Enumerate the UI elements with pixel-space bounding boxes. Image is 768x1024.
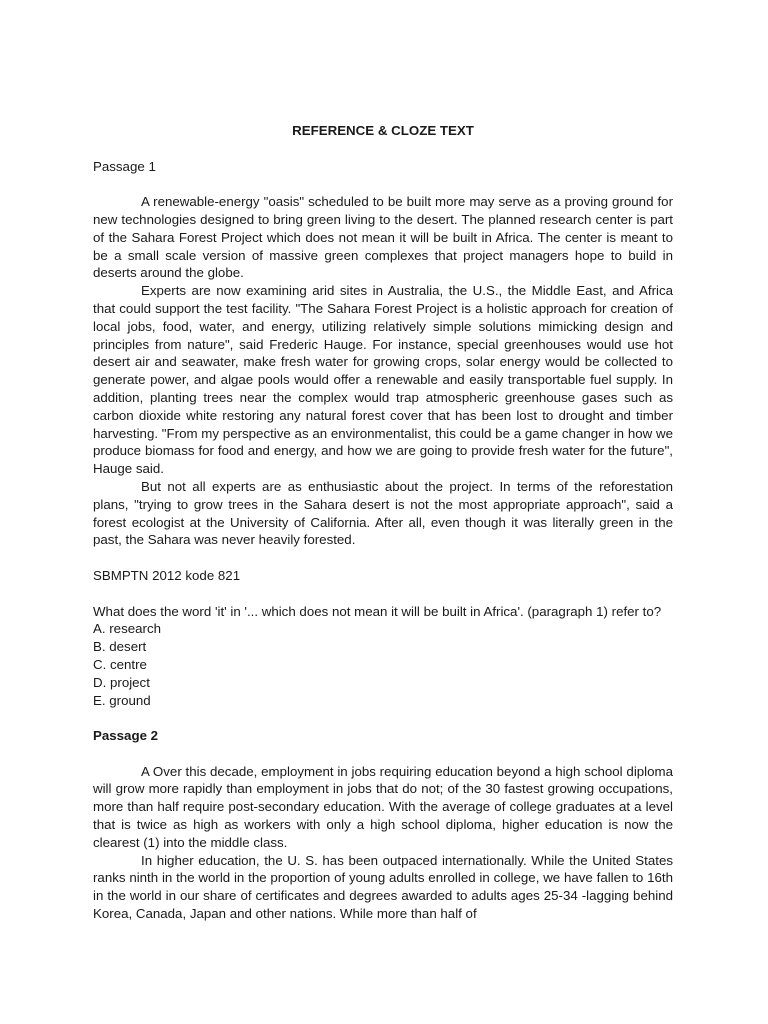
answer-option: A. research [93, 621, 161, 637]
passage-2-paragraph: A Over this decade, employment in jobs requiring education beyond a high school diploma will grow more rapidly than employment in jobs that do not; of the 30 fastest growing occupations, more than half require post-secondary education. With the average of college graduates at a level that is twice as high as workers with only a high school diploma, higher education is now the clearest (1) into the middle class. [93, 763, 673, 850]
document-page [93, 122, 673, 923]
passage-1-body [93, 193, 673, 549]
passage-1-paragraph: But not all experts are as enthusiastic about the project. In terms of the reforestation plans, "trying to grow trees in the Sahara desert is not the most appropriate approach", said a forest ecologist at the University of California. After all, even though it was literally green in the past, the Sahara was never heavily forested. [93, 478, 673, 548]
document-title: REFERENCE & CLOZE TEXT [292, 123, 474, 138]
passage-2-label: Passage 2 [93, 728, 159, 744]
answer-option: D. project [93, 674, 150, 690]
answer-option: C. centre [93, 656, 147, 672]
passage-2-body [93, 763, 673, 923]
passage-2-paragraph: In higher education, the U. S. has been outpaced internationally. While the United States ranks ninth in the world in the proportion of young adults enrolled in college, we have fallen to 16th in the world in our share of certificates and degrees awarded to adults ages 25-34 -lagging behind Korea, Canada, Japan and other nations. While more than half of [93, 852, 673, 922]
passage-1-label: Passage 1 [93, 158, 156, 174]
question-text: What does the word 'it' in '... which does not mean it will be built in Africa'. (paragraph 1) refer to? [93, 603, 662, 619]
passage-1-paragraph: Experts are now examining arid sites in Australia, the U.S., the Middle East, and Africa that could support the test facility. "The Sahara Forest Project is a holistic approach for creation of local jobs, food, water, and energy, utilizing relatively simple solutions mimicking design and principles from nature", said Frederic Hauge. For instance, special greenhouses would use hot desert air and seawater, make fresh water for growing crops, solar energy would be collected to generate power, and algae pools would offer a renewable and easily transportable fuel supply. In addition, planting trees near the complex would trap atmospheric greenhouse gases such as carbon dioxide white restoring any natural forest cover that has been lost to drought and timber harvesting. "From my perspective as an environmentalist, this could be a game changer in how we produce biomass for food and energy, and how we are going to provide fresh water for the future", Hauge said. [93, 283, 673, 477]
answer-option: B. desert [93, 639, 147, 655]
passage-1-paragraph: A renewable-energy "oasis" scheduled to be built more may serve as a proving ground for new technologies designed to bring green living to the desert. The planned research center is part of the Sahara Forest Project which does not mean it will be built in Africa. The center is meant to be a small scale version of massive green complexes that project managers hope to build in deserts around the globe. [93, 194, 673, 281]
answer-options [93, 620, 673, 709]
question-source: SBMPTN 2012 kode 821 [93, 567, 241, 583]
answer-option: E. ground [93, 692, 151, 708]
